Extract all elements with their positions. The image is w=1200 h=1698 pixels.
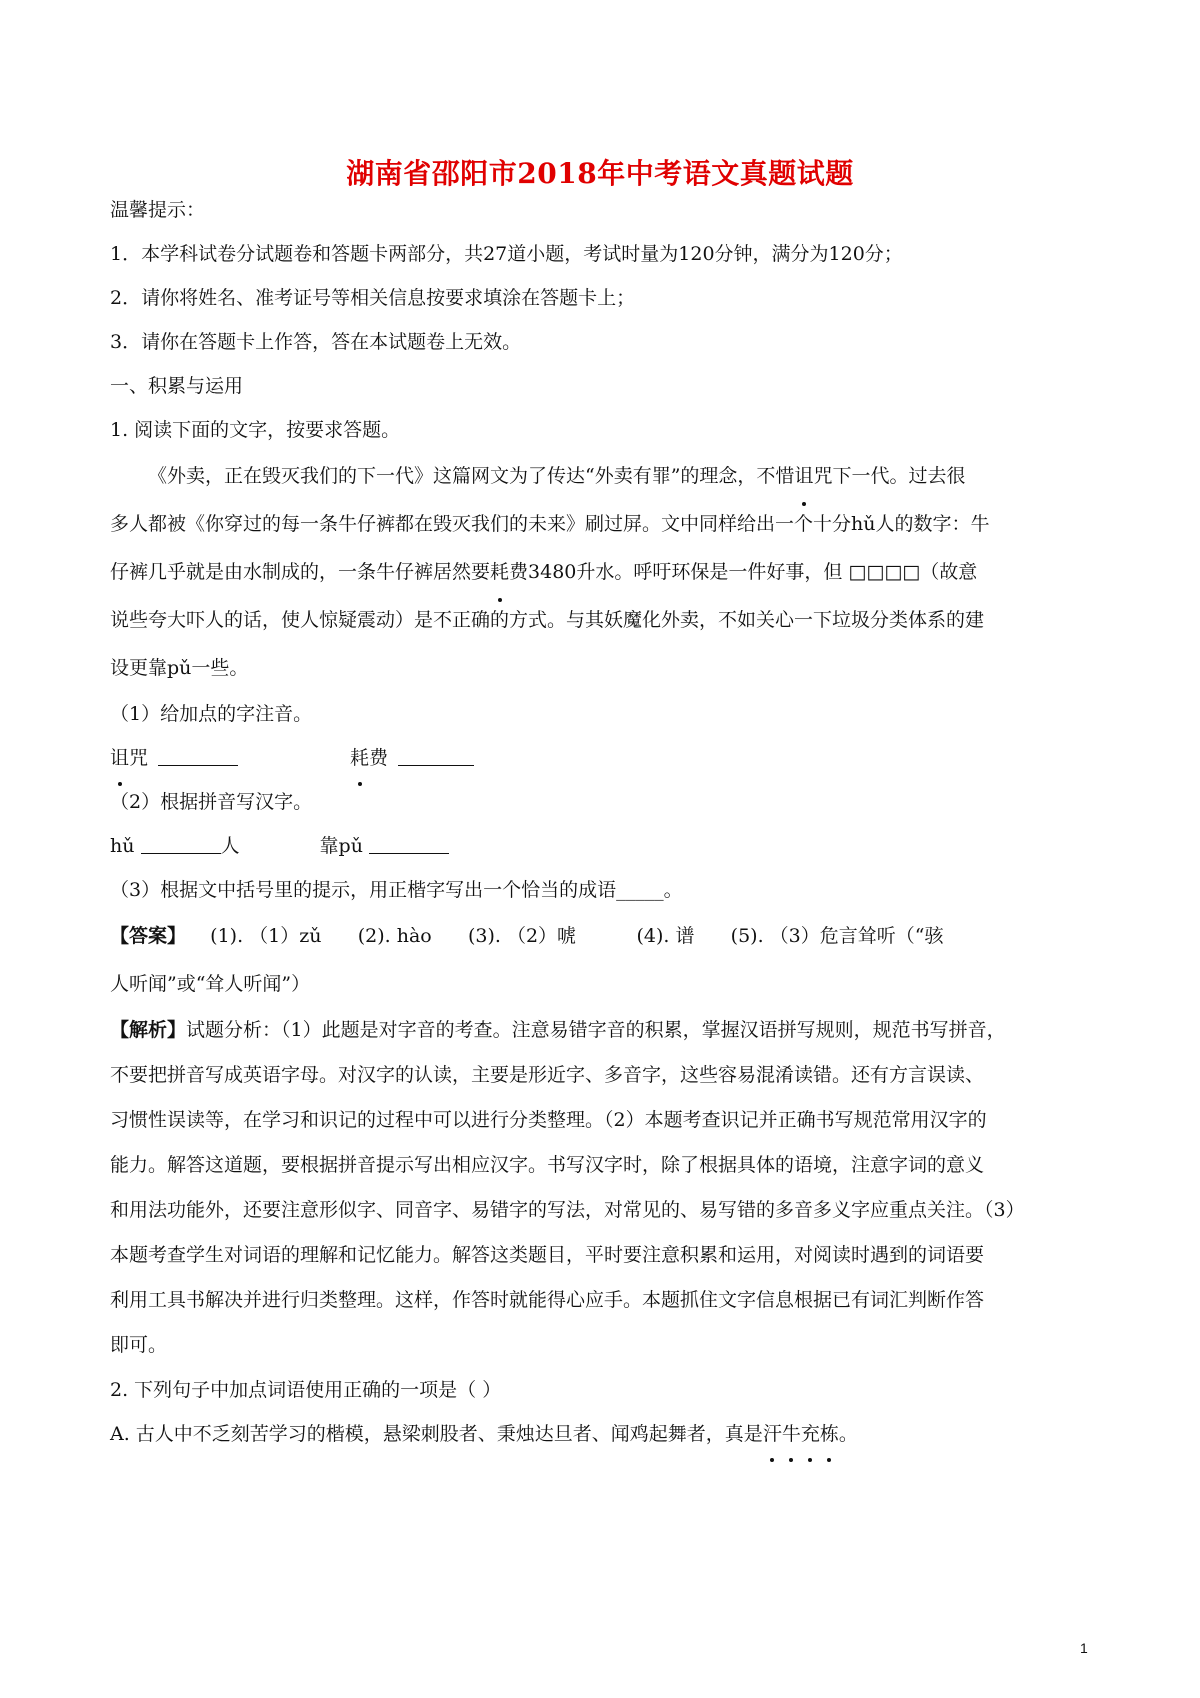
analysis-line: 利用工具书解决并进行归类整理。这样，作答时就能得心应手。本题抓住文字信息根据已有词汇判断作答: [110, 1289, 985, 1311]
document-body: [110, 188, 1105, 1456]
tips-heading: 温馨提示：: [110, 199, 206, 221]
analysis-label: 【解析】: [110, 1019, 187, 1041]
passage-line: 仔裤几乎就是由水制成的，一条牛仔裤居然要耗费3480升水。呼吁环保是一件好事，但 □□□□（故意: [110, 548, 1105, 596]
page-title: 湖南省邵阳市2018年中考语文真题试题: [346, 157, 854, 190]
sub-question-1: （1）给加点的字注音。: [110, 703, 313, 725]
tip-item: 2．请你将姓名、准考证号等相关信息按要求填涂在答题卡上；: [110, 287, 636, 309]
tip-item: 3．请你在答题卡上作答，答在本试题卷上无效。: [110, 331, 522, 353]
answer-blank[interactable]: [158, 745, 238, 766]
emphasis-dot-char: 栋: [820, 1412, 839, 1456]
analysis-line: 【解析】试题分析：（1）此题是对字音的考查。注意易错字音的积累，掌握汉语拼写规则，规范书写拼音，: [110, 1019, 1006, 1041]
analysis-block: [110, 1008, 1105, 1368]
answer-blank[interactable]: [141, 833, 221, 854]
passage-line: 设更靠pǔ一些。: [110, 657, 249, 679]
page-number: 1: [1080, 1640, 1088, 1656]
question-1-passage: [110, 452, 1105, 692]
emphasis-dot-char: 耗: [490, 548, 509, 596]
question-2-stem: 2. 下列句子中加点词语使用正确的一项是（ ）: [110, 1379, 502, 1401]
question-1-stem: 1. 阅读下面的文字，按要求答题。: [110, 419, 401, 441]
emphasis-dot-char: 汗: [763, 1412, 782, 1456]
hanzi-blanks-row: hǔ 人 靠pǔ: [110, 824, 1105, 868]
emphasis-dot-char: 牛: [782, 1412, 801, 1456]
sub-question-3: （3）根据文中括号里的提示，用正楷字写出一个恰当的成语_____。: [110, 879, 683, 901]
answer-blank[interactable]: [369, 833, 449, 854]
passage-line: 多人都被《你穿过的每一条牛仔裤都在毁灭我们的未来》刷过屏。文中同样给出一个十分hǔ人的数字：牛: [110, 513, 990, 535]
tip-item: 1．本学科试卷分试题卷和答题卡两部分，共27道小题，考试时量为120分钟，满分为120分；: [110, 243, 903, 265]
analysis-line: 即可。: [110, 1334, 168, 1356]
emphasis-dot-char: 诅: [794, 452, 813, 500]
analysis-line: 习惯性误读等，在学习和识记的过程中可以进行分类整理。（2）本题考查识记并正确书写规范常用汉字的: [110, 1109, 987, 1131]
section-heading: 一、积累与运用: [110, 375, 244, 397]
analysis-line: 本题考查学生对词语的理解和记忆能力。解答这类题目，平时要注意积累和运用，对阅读时遇到的词语要: [110, 1244, 985, 1266]
answer-blank[interactable]: [398, 745, 474, 766]
analysis-line: 不要把拼音写成英语字母。对汉字的认读，主要是形近字、多音字，这些容易混淆读错。还有方言误读、: [110, 1064, 985, 1086]
analysis-line: 和用法功能外，还要注意形似字、同音字、易错字的写法，对常见的、易写错的多音多义字应重点关注。（3）: [110, 1199, 1025, 1221]
analysis-line: 能力。解答这道题，要根据拼音提示写出相应汉字。书写汉字时，除了根据具体的语境，注意字词的意义: [110, 1154, 985, 1176]
answer-block: [110, 912, 1105, 1008]
question-2-option-a: A. 古人中不乏刻苦学习的楷模，悬梁刺股者、秉烛达旦者、闻鸡起舞者，真是汗牛充栋。: [110, 1412, 1105, 1456]
emphasis-dot-char: 充: [801, 1412, 820, 1456]
emphasis-dot-char: 耗: [350, 736, 369, 780]
sub-question-2: （2）根据拼音写汉字。: [110, 791, 313, 813]
passage-line: 《外卖，正在毁灭我们的下一代》这篇网文为了传达“外卖有罪”的理念，不惜诅咒下一代。过去很: [110, 452, 1105, 500]
passage-line: 说些夸大吓人的话，使人惊疑震动）是不正确的方式。与其妖魔化外卖，不如关心一下垃圾分类体系的建: [110, 609, 985, 631]
answer-line: 【答案】 (1). （1）zǔ (2). hào (3). （2）唬 (4). 谱 (5). （3）危言耸听（“骇: [110, 925, 944, 947]
answer-line: 人听闻”或“耸人听闻”）: [110, 973, 311, 995]
emphasis-dot-char: 诅: [110, 736, 129, 780]
answer-label: 【答案】: [110, 925, 187, 947]
pinyin-blanks-row: 诅咒 耗费: [110, 736, 1105, 780]
